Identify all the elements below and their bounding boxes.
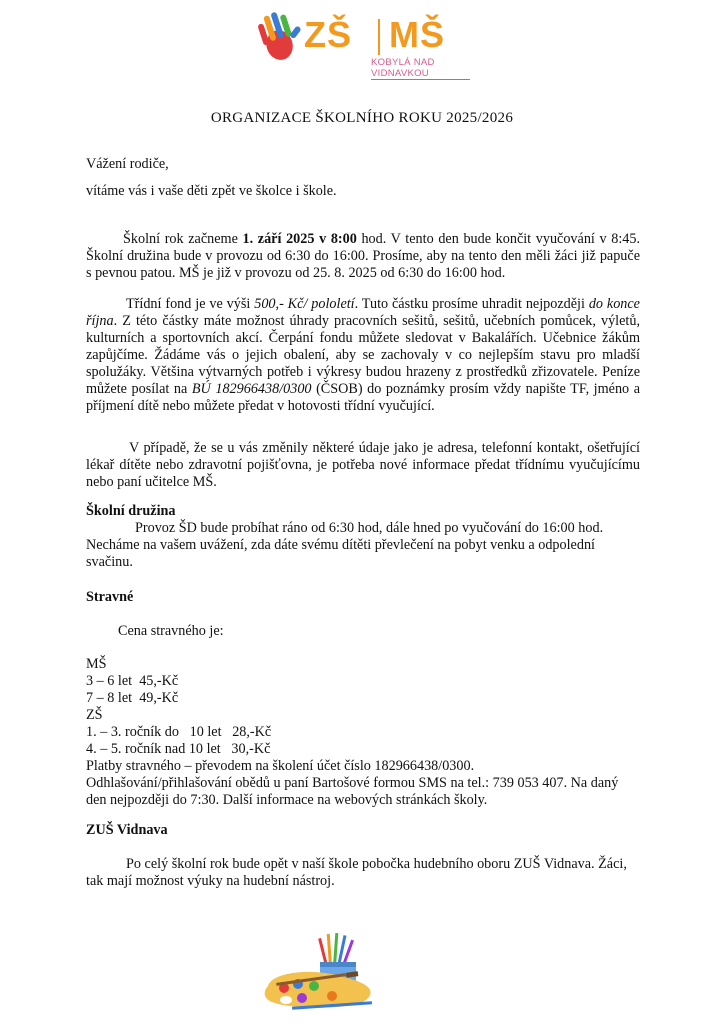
zs-label: ZŠ <box>86 707 103 723</box>
ms-price-row: 3 – 6 let 45,-Kč <box>86 673 179 689</box>
logo-separator <box>378 19 380 55</box>
p3-text: V případě, že se u vás změnily některé údaje jako je adresa, telefonní kontakt, ošetřující lékař dítěte nebo zdravotní pojišťovna, je potřeba nové informace předat třídnímu vyučujícímu nebo paní učitelce MŠ. <box>86 440 640 490</box>
stravne-intro <box>86 623 640 640</box>
p2-account-number: BÚ 182966438/0300 <box>191 381 312 397</box>
school-logo <box>254 9 470 79</box>
handprint-icon <box>254 9 304 71</box>
p2-text-c: . Tuto částku prosíme uhradit nejpozději <box>354 296 589 312</box>
stravne-heading: Stravné <box>86 589 134 605</box>
zus-body: Po celý školní rok bude opět v naší škole pobočka hudebního oboru ZUŠ Vidnava. Žáci, tak mají možnost výuky na hudební nástroj. <box>86 856 627 889</box>
zs-price-row: 1. – 3. ročník do 10 let 28,-Kč <box>86 724 272 740</box>
p2-deadline: do konce října <box>86 296 640 329</box>
meal-price-list <box>86 656 640 809</box>
zus-text <box>86 856 640 890</box>
p2-text-g: (ČSOB) do poznámky prosím vždy napište TF, jméno a příjmení dítě nebo můžete předat v hotovosti třídní vyučující. <box>86 381 640 414</box>
p1-start-date: 1. září 2025 v 8:00 <box>242 231 357 247</box>
druzina-body: Provoz ŠD bude probíhat ráno od 6:30 hod, dále hned po vyučování do 16:00 hod. Necháme na vašem uvážení, zda dáte svému dítěti převlečení na pobyt venku a odpolední svačinu. <box>86 520 604 570</box>
paragraph-contact-changes <box>86 440 640 491</box>
p2-text-e: . Z této částky máte možnost úhrady pracovních sešitů, sešitů, učebních pomůcek, výletů, kulturních a sportovních akcí. Čerpání fondu můžete sledovat v Bakalářích. Učebnice žákům zapůjčíme. Žádáme vás o jejich obalení, aby se zachovaly v co nejlepším stavu pro mladší spolužáky. Většina výtvarných potřeb i výkresy budou hrazeny z prostředků zřizovatele. Peníze můžete posílat na <box>86 313 640 397</box>
logo-ms-text: MŠ <box>389 14 445 55</box>
p2-fund-amount: 500,- Kč/ pololetí <box>254 296 355 312</box>
p1-text-c: hod. V tento den bude končit vyučování v 8:45. Školní družina bude v provozu od 6:30 do 16:00. Prosíme, aby na tento den měli žáci již papuče s pevnou patou. MŠ je již v provozu od 25. 8. 2025 od 6:30 do 16:00 hod. <box>86 231 641 281</box>
druzina-text <box>86 520 640 571</box>
paragraph-school-start <box>86 231 640 282</box>
p2-text-a: Třídní fond je ve výši <box>126 296 255 312</box>
paragraph-class-fund <box>86 296 640 415</box>
stravne-intro-text: Cena stravného je: <box>118 623 224 639</box>
zus-heading: ZUŠ Vidnava <box>86 822 168 838</box>
welcome-text: vítáme vás i vaše děti zpět ve školce i škole. <box>86 183 337 199</box>
ms-price-row: 7 – 8 let 49,-Kč <box>86 690 179 706</box>
meal-payment-info: Platby stravného – převodem na školení účet číslo 182966438/0300. <box>86 758 475 774</box>
art-supplies-illustration <box>262 924 388 1010</box>
greeting: Vážení rodiče, <box>86 156 169 172</box>
logo-subtitle: KOBYLÁ NAD VIDNAVKOU <box>371 57 470 80</box>
ms-label: MŠ <box>86 656 107 672</box>
p1-text-a: Školní rok začneme <box>123 231 243 247</box>
zs-price-row: 4. – 5. ročník nad 10 let 30,-Kč <box>86 741 271 757</box>
druzina-heading: Školní družina <box>86 503 176 519</box>
logo-zs-text: ZŠ <box>304 14 353 55</box>
document-title: ORGANIZACE ŠKOLNÍHO ROKU 2025/2026 <box>210 110 514 126</box>
meal-logout-info: Odhlašování/přihlašování obědů u paní Bartošové formou SMS na tel.: 739 053 407. Na daný den nejpozději do 7:30. Další informace na webových stránkách školy. <box>86 775 619 808</box>
